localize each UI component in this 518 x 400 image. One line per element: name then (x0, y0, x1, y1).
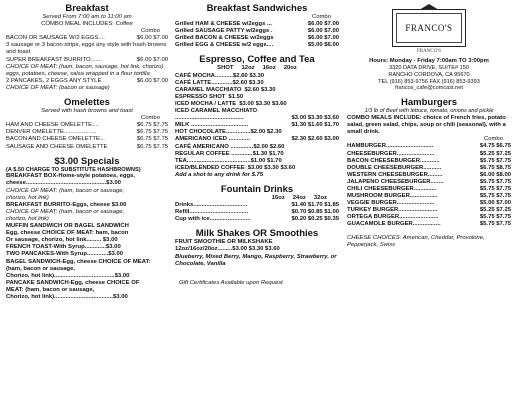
menu-item: Cup with ice......................... $0.20 $0.25 $0.35 (175, 216, 339, 223)
gift-certificates: Gift Certificates Available upon Request (179, 279, 283, 286)
espresso-note: Add a shot to any drink for $.75 (175, 171, 264, 178)
specials-line: FRENCH TOAST-With Syrup.............$3.00 (6, 244, 121, 251)
specials-line: (ham, bacon or sausage, (6, 265, 76, 272)
menu-item: CAFÉ MOCHA ...........$2.60 $3.30 (175, 72, 265, 79)
menu-item: MUSHROOM BURGER................. $5.75 $7.75 (347, 193, 511, 200)
specials-line: Or sausage, chorizo, hot link......... $3.00 (6, 237, 118, 244)
shakes-line: FRUIT SMOOTHIE OR MILKSHAKE (175, 239, 273, 246)
hamburgers-title: Hamburgers (401, 97, 457, 109)
menu-item: CHILI CHEESEBURGER.............. $5.75 $7.75 (347, 186, 511, 193)
logo-area (347, 0, 511, 52)
menu-item: Grilled SAUSAGE PATTY w/2eggs . $6.00 $7.00 (175, 28, 339, 35)
menu-item: Refill.................................... $0.70 $0.85 $1.00 (175, 209, 339, 216)
menu-item-desc: CHOICE OF MEAT: (ham, bacon, sausage, hot link, chorizo) eggs, potatoes, cheese, salsa wrapped in a flour tortilla (6, 63, 164, 77)
specials-line: MUFFIN SANDWICH OR BAGEL SANDWICH (6, 223, 129, 230)
phone-fax: TEL (916) 853-9756 FAX (916) 853-9393 (378, 78, 480, 85)
menu-item: DENVER OMELETTE.................... $6.75 $7.75 (6, 129, 168, 136)
specials-line: chorizo, hot link) (6, 215, 49, 222)
menu-item: GUACAMOLE BURGER................. $5.75 $7.75 (347, 221, 511, 228)
specials-line: chorizo, hot link) (6, 194, 49, 201)
menu-item: AMERICANO ICED ............. $2.30 $2.60 $3.00 (175, 136, 339, 143)
specials-line: CHOICE OF MEAT: (ham, bacon or sausage, (6, 187, 125, 194)
shakes-title: Milk Shakes OR Smoothies (195, 228, 319, 240)
espresso-sizes: SHOT 12oz 16oz 20oz (217, 65, 297, 72)
specials-line: cheese.................................................$3.00 (6, 180, 121, 187)
menu-item: MILK ................................... $1.30 $1.60 $1.70 (175, 122, 339, 129)
menu-item: JALAPENO CHEESEBURGER........ $5.75 $7.75 (347, 178, 511, 185)
specials-line: Chorizo, hot link)....................................$3.00 (6, 293, 128, 300)
menu-item: Grilled HAM & CHEESE w/2eggs ... $6.00 $7.00 (175, 21, 339, 28)
menu-item: REGULAR COFFEE ............. $1.30 $1.70 (175, 150, 284, 157)
menu-item: ICED CARAMEL MACCHIATO (175, 108, 258, 115)
shakes-line: 12oz/16oz/20oz.........$3.00 $3.30 $3.60 (175, 246, 280, 253)
menu-item: DOUBLE CHEESEBURGER........... $6.75 $8.75 (347, 164, 511, 171)
cheese-choices: CHEESE CHOICES: American, Cheddar, Provolone, Pepperjack, Swiss (347, 234, 485, 248)
breakfast-combo-label: Combo (141, 28, 160, 35)
menu-item-desc: CHOICE OF MEAT: (bacon or sausage) (6, 84, 110, 91)
menu-item: ICED/BLENDED COFFEE $3.00 $3.30 $3.60 (175, 164, 296, 171)
logo-text: FRANCO'S (396, 13, 462, 43)
sandwiches-title: Breakfast Sandwiches (206, 3, 308, 14)
specials-note: (A $.50 CHARGE TO SUBSTITUTE HASHBROWNS) (6, 166, 141, 173)
specials-line: MEAT: (ham, bacon or sausage, (6, 286, 95, 293)
francos-logo (392, 9, 466, 54)
menu-item: CHEESEBURGER....................... $5.25 $7.25 (347, 150, 511, 157)
specials-line: Egg, cheese CHOICE OF MEAT: ham, bacon (6, 230, 129, 237)
menu-item: CAFÉ LATTE .............$2.60 $3.30 (175, 79, 264, 86)
menu-item: Drinks................................. $1.40 $1.70 $1.85 (175, 202, 339, 209)
fountain-title: Fountain Drinks (220, 183, 294, 195)
menu-item: CAFÉ AMERICANO .............. $2.00 $2.60 (175, 143, 285, 150)
shakes-flavors: Blueberry, Mixed Berry, Mango, Raspberry, Strawberry, or Chocolate, Vanilla (175, 253, 337, 267)
hamburgers-combo-label: Combo (484, 136, 503, 143)
menu-item: TEA....................................... $1.00 $1.70 (175, 157, 282, 164)
breakfast-title: Breakfast (65, 3, 109, 14)
menu-item: CARAMEL MACCHIATO $2.60 $3.30 (175, 86, 276, 93)
menu-item: HOT CHOCOLATE............... $2.00 $2.30 (175, 129, 282, 136)
omelettes-served: Served with hash browns and toast (41, 108, 133, 115)
middle-column (175, 0, 339, 287)
specials-line: BAGEL SANDWICH-Egg, cheese CHOICE OF MEAT: (6, 258, 151, 265)
logo-sub: FRANCO'S (417, 49, 441, 54)
omelettes-title: Omelettes (64, 97, 110, 109)
menu-item: WESTERN CHEESEBURGER......... $6.00 $8.00 (347, 171, 511, 178)
roof-icon (419, 4, 439, 10)
specials-line: BREAKFAST BOX-Home-style potatoes, eggs, (6, 173, 135, 180)
menu-item: 2 PANCAKES, 2 EGGS ANY STYLE . $6.00 $7.00 (6, 77, 168, 84)
specials-title: $3.00 Specials (54, 155, 120, 167)
breakfast-hours: Served From 7:00 am to 11:00 am (42, 14, 132, 20)
menu-item-desc: 3 sausage or 3 bacon strips, eggs any style with hash browns and toast (6, 42, 167, 56)
espresso-title: Espresso, Coffee and Tea (199, 54, 315, 66)
breakfast-combo-note: COMBO MEAL INCLUDES: Coffee (41, 21, 133, 28)
menu-item: BACON AND CHEESE OMELETTE... $6.75 $7.75 (6, 136, 168, 143)
address-line1: 3320 DATA DRIVE, SUITE# 150 (388, 65, 469, 72)
menu-item: ICED MOCHA / LATTE $3.00 $3.30 $3.60 (175, 100, 287, 107)
menu-item: SAUSAGE AND CHEESE OMELETTE $6.75 $7.75 (6, 143, 168, 150)
specials-line: TWO PANCAKES-With Syrup.............$3.00 (6, 251, 124, 258)
menu-item: BACON CHEESEBURGER............ $5.75 $7.75 (347, 157, 511, 164)
menu-item: BACON OR SAUSAGE W/2 EGGS.... $6.00 $7.00 (6, 35, 168, 42)
address-line2: RANCHO CORDOVA, CA 95670 (388, 71, 470, 78)
right-column (347, 0, 511, 249)
sandwiches-combo-label: Combo (312, 14, 331, 20)
menu-item: ESPRESSO SHOT $1.50 (175, 93, 244, 100)
left-column (6, 0, 168, 301)
specials-line: Chorizo, hot link).....................................$3.00 (6, 272, 130, 279)
menu-item: .......................................... $3.00 $3.30 $3.60 (175, 115, 339, 122)
menu-item: HAM AND CHEESE OMELETTE.... $6.75 $7.75 (6, 122, 168, 129)
hours: Hours: Monday - Friday 7:00am TO 3:00pm (369, 58, 489, 64)
specials-line: CHOICE OF MEAT: (ham, bacon or sausage, (6, 208, 125, 215)
specials-line: BREAKFAST BURRITO-Eggs, cheese $3.00 (6, 201, 127, 208)
specials-line: PANCAKE SANDWICH-Egg, cheese CHOICE OF (6, 279, 140, 286)
menu-item: ORTEGA BURGER........................ $5.75 $7.75 (347, 214, 511, 221)
omelettes-combo-label: Combo (141, 115, 160, 122)
fountain-sizes: 16oz 24oz 32oz (271, 194, 327, 201)
menu-item: Grilled BACON & CHEESE w/2eggs $6.00 $7.00 (175, 35, 339, 42)
menu-item: SUPER BREAKFAST BURRITO....... $6.00 $7.00 (6, 56, 168, 63)
hamburgers-combo-note: COMBO MEALS INCLUDE: choice of French fries, potato salad, green salad, chips, soup or chili (seasonal), with a small drink. (347, 115, 506, 136)
menu-item: HAMBURGER............................. $4.75 $6.75 (347, 143, 511, 150)
specials-list (6, 173, 168, 301)
menu-item: Grilled EGG & CHEESE w/2 eggs.... $5.00 $6.00 (175, 42, 339, 49)
email: francos_cafe@comcast.net (395, 85, 463, 92)
menu-item: VEGGIE BURGER....................... $5.00 $7.00 (347, 200, 511, 207)
menu-item: TURKEY BURGER........................ $5.25 $7.25 (347, 207, 511, 214)
hamburgers-desc: 1/3 lb of Beef with lettuce, tomato, onions and pickle (364, 108, 494, 115)
